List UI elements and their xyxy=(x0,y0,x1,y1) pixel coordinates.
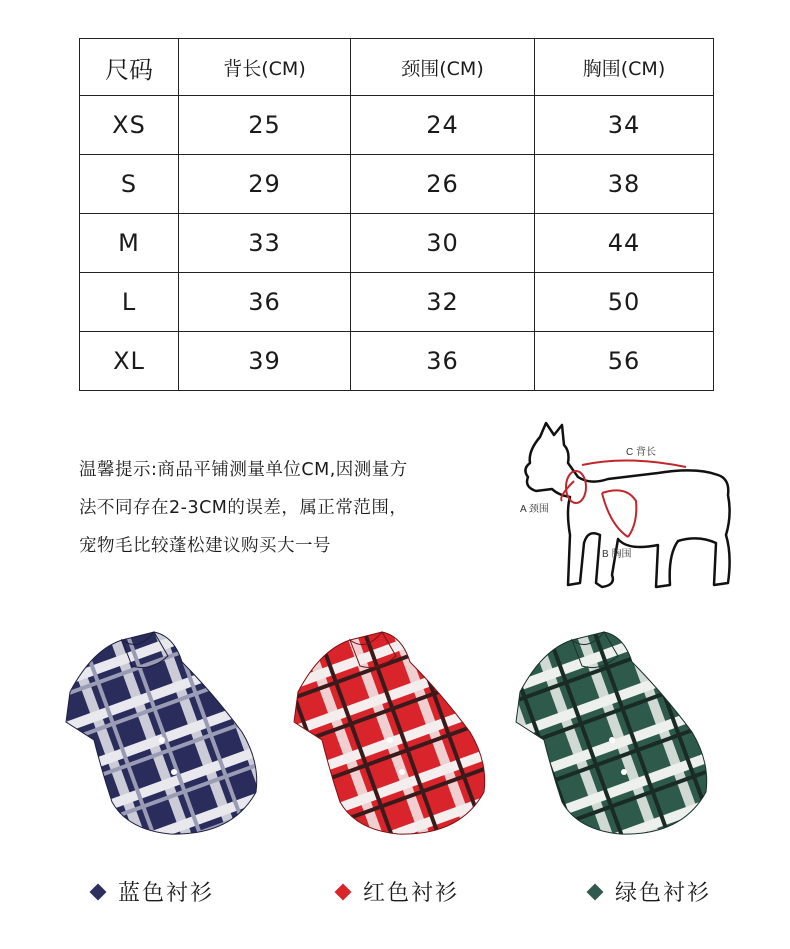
measurement-tip xyxy=(79,451,519,565)
header-chest: 胸围(CM) xyxy=(535,39,714,96)
tip-line: 温馨提示:商品平铺测量单位CM,因测量方 xyxy=(79,460,408,480)
header-size: 尺码 xyxy=(80,39,179,96)
cell-size: XS xyxy=(80,96,179,155)
cell-size: L xyxy=(80,273,179,332)
label-neck: A 颈围 xyxy=(520,504,549,515)
header-neck: 颈围(CM) xyxy=(351,39,535,96)
table-row xyxy=(80,332,714,391)
legend-blue xyxy=(92,876,214,907)
tip-line: 宠物毛比较蓬松建议购买大一号 xyxy=(79,536,331,556)
table-row xyxy=(80,155,714,214)
legend-label-blue: 蓝色衬衫 xyxy=(118,881,215,906)
cell-back: 33 xyxy=(179,214,351,273)
diamond-icon xyxy=(335,883,352,900)
label-chest: B 胸围 xyxy=(602,549,632,560)
red-shirt-image xyxy=(280,622,510,852)
cell-neck: 36 xyxy=(351,332,535,391)
header-back-length: 背长(CM) xyxy=(179,39,351,96)
blue-shirt-image xyxy=(42,622,272,852)
table-row xyxy=(80,273,714,332)
legend-label-red: 红色衬衫 xyxy=(363,881,460,906)
table-row xyxy=(80,214,714,273)
cell-chest: 34 xyxy=(535,96,714,155)
cell-chest: 56 xyxy=(535,332,714,391)
table-row xyxy=(80,96,714,155)
cell-size: S xyxy=(80,155,179,214)
legend-green xyxy=(589,876,711,907)
cell-back: 25 xyxy=(179,96,351,155)
diamond-icon xyxy=(90,883,107,900)
cell-back: 39 xyxy=(179,332,351,391)
cell-chest: 38 xyxy=(535,155,714,214)
cell-back: 29 xyxy=(179,155,351,214)
green-shirt-image xyxy=(510,622,740,852)
dog-measurement-diagram xyxy=(518,415,758,605)
label-back: C 背长 xyxy=(626,447,656,458)
table-header-row xyxy=(80,39,714,96)
size-table xyxy=(79,38,714,391)
cell-chest: 50 xyxy=(535,273,714,332)
tip-line: 法不同存在2-3CM的误差，属正常范围， xyxy=(79,498,408,518)
cell-back: 36 xyxy=(179,273,351,332)
cell-size: XL xyxy=(80,332,179,391)
cell-neck: 32 xyxy=(351,273,535,332)
diamond-icon xyxy=(587,883,604,900)
cell-neck: 30 xyxy=(351,214,535,273)
legend-red xyxy=(337,876,459,907)
cell-size: M xyxy=(80,214,179,273)
legend-label-green: 绿色衬衫 xyxy=(615,881,712,906)
cell-neck: 26 xyxy=(351,155,535,214)
cell-neck: 24 xyxy=(351,96,535,155)
cell-chest: 44 xyxy=(535,214,714,273)
